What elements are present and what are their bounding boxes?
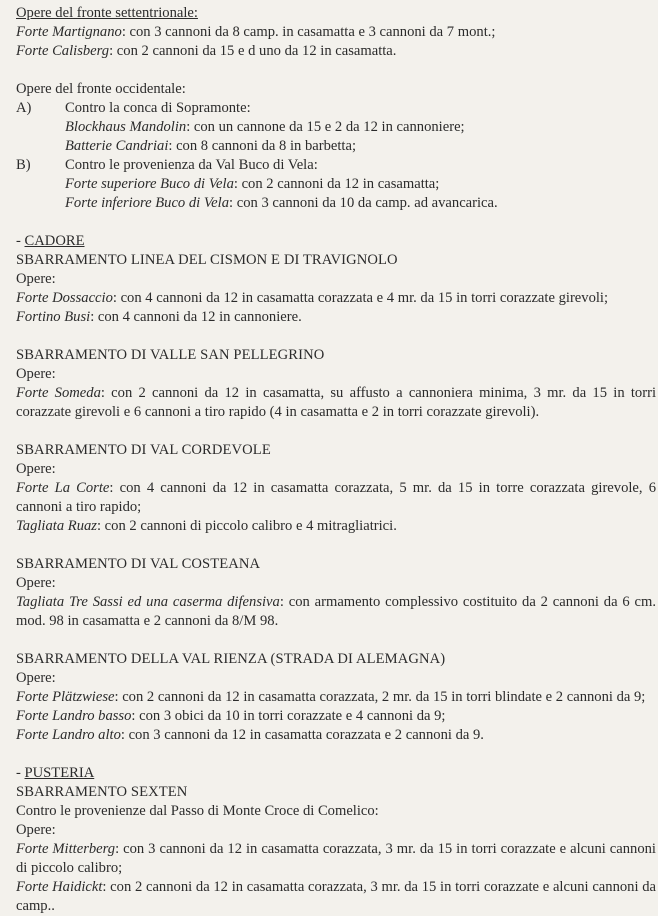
intro-text: Contro le provenienze dal Passo di Monte Croce di Comelico: [16,803,379,819]
item-name: Forte Landro basso [16,708,132,724]
list-item [16,726,656,745]
list-item [16,593,656,631]
item-text: : con 3 cannoni da 12 in casamatta corazzata, 3 mr. da 15 in torri corazzate e alcuni cannoni di piccolo calibro; [16,841,656,876]
list-item [16,384,656,422]
region-title: PUSTERIA [24,765,95,781]
barrier-heading: SBARRAMENTO DELLA VAL RIENZA (STRADA DI ALEMAGNA) [16,651,446,667]
item-name: Forte Martignano [16,24,122,40]
item-text: : con 3 cannoni da 12 in casamatta corazzata e 2 cannoni da 9. [120,727,484,743]
item-text: : con 2 cannoni da 12 in casamatta corazzata, 2 mr. da 15 in torri blindate e 2 cannoni da 9; [114,689,646,705]
item-name: Forte Haidickt [16,879,103,895]
opere-label: Opere: [16,366,56,382]
item-name: Forte Someda [16,385,101,401]
item-text: : con 2 cannoni da 15 e d uno da 12 in casamatta. [109,43,397,59]
section-heading: Opere del fronte settentrionale: [16,5,198,21]
opere-label: Opere: [16,670,56,686]
item-text: : con 3 obici da 10 in torri corazzate e 4 cannoni da 9; [131,708,446,724]
item-text: : con 2 cannoni da 12 in casamatta, su affusto a cannoniera minima, 3 mr. da 15 in torri corazzate girevoli e 6 cannoni a tiro rapido (4 in casamatta e 2 in torri corazzate girevoli). [16,385,656,420]
item-name: Tagliata Tre Sassi ed una caserma difensiva [16,594,280,610]
item-text: : con armamento complessivo costituito da 2 cannoni da 6 cm. mod. 98 in casamatta e 2 cannoni da 8/M 98. [16,594,656,629]
item-name: Forte Plätzwiese [16,689,115,705]
item-name: Forte inferiore Buco di Vela [65,195,230,211]
item-name: Forte Dossaccio [16,290,113,306]
region-title: CADORE [24,233,85,249]
opere-label: Opere: [16,271,56,287]
list-item [16,688,656,707]
list-item [16,156,656,175]
opere-label: Opere: [16,575,56,591]
item-text: : con 4 cannoni da 12 in casamatta corazzata, 5 mr. da 15 in torre corazzata girevole, 6 cannoni a tiro rapido; [16,480,657,515]
region-heading [16,764,656,783]
item-name: Forte Mitterberg [16,841,116,857]
barrier-heading: SBARRAMENTO DI VAL COSTEANA [16,556,261,572]
item-text: : con 4 cannoni da 12 in casamatta corazzata e 4 mr. da 15 in torri corazzate girevoli; [112,290,609,306]
list-item [16,289,656,308]
document-page [16,4,656,916]
item-name: Forte Calisberg [16,43,110,59]
list-item [16,23,656,42]
barrier-heading: SBARRAMENTO DI VAL CORDEVOLE [16,442,271,458]
barrier-heading: SBARRAMENTO DI VALLE SAN PELLEGRINO [16,347,325,363]
item-name: Batterie Candriai [65,138,169,154]
item-text: : con 3 cannoni da 8 camp. in casamatta e 3 cannoni da 7 mont.; [121,24,496,40]
list-item [16,878,656,916]
item-text: Contro la conca di Sopramonte: [65,100,251,116]
opere-label: Opere: [16,461,56,477]
item-text: : con un cannone da 15 e 2 da 12 in cannoniere; [186,119,465,135]
item-label: B) [16,157,31,173]
region-heading [16,232,656,251]
item-text: : con 2 cannoni di piccolo calibro e 4 mitragliatrici. [96,518,397,534]
item-text: : con 2 cannoni da 12 in casamatta; [233,176,440,192]
list-item [16,517,656,536]
item-name: Blockhaus Mandolin [65,119,187,135]
item-name: Forte Landro alto [16,727,121,743]
opere-label: Opere: [16,822,56,838]
list-item [16,175,656,194]
item-name: Forte superiore Buco di Vela [65,176,234,192]
region-dash: - [16,765,25,781]
item-text: : con 2 cannoni da 12 in casamatta corazzata, 3 mr. da 15 in torri corazzate e alcuni cannoni da camp.. [16,879,657,914]
barrier-heading: SBARRAMENTO SEXTEN [16,784,188,800]
list-item [16,42,656,61]
item-text: : con 3 cannoni da 10 da camp. ad avancarica. [229,195,498,211]
region-dash: - [16,233,25,249]
list-item [16,137,656,156]
item-text: Contro le provenienza da Val Buco di Vela: [65,157,318,173]
section-heading: Opere del fronte occidentale: [16,81,186,97]
list-item [16,308,656,327]
item-name: Forte La Corte [16,480,110,496]
list-item [16,99,656,118]
item-text: : con 8 cannoni da 8 in barbetta; [168,138,357,154]
list-item [16,194,656,213]
list-item [16,118,656,137]
list-item [16,479,656,517]
item-name: Tagliata Ruaz [16,518,97,534]
list-item [16,707,656,726]
list-item [16,840,656,878]
item-text: : con 4 cannoni da 12 in cannoniere. [90,309,302,325]
item-label: A) [16,100,32,116]
item-name: Fortino Busi [16,309,91,325]
barrier-heading: SBARRAMENTO LINEA DEL CISMON E DI TRAVIGNOLO [16,252,398,268]
